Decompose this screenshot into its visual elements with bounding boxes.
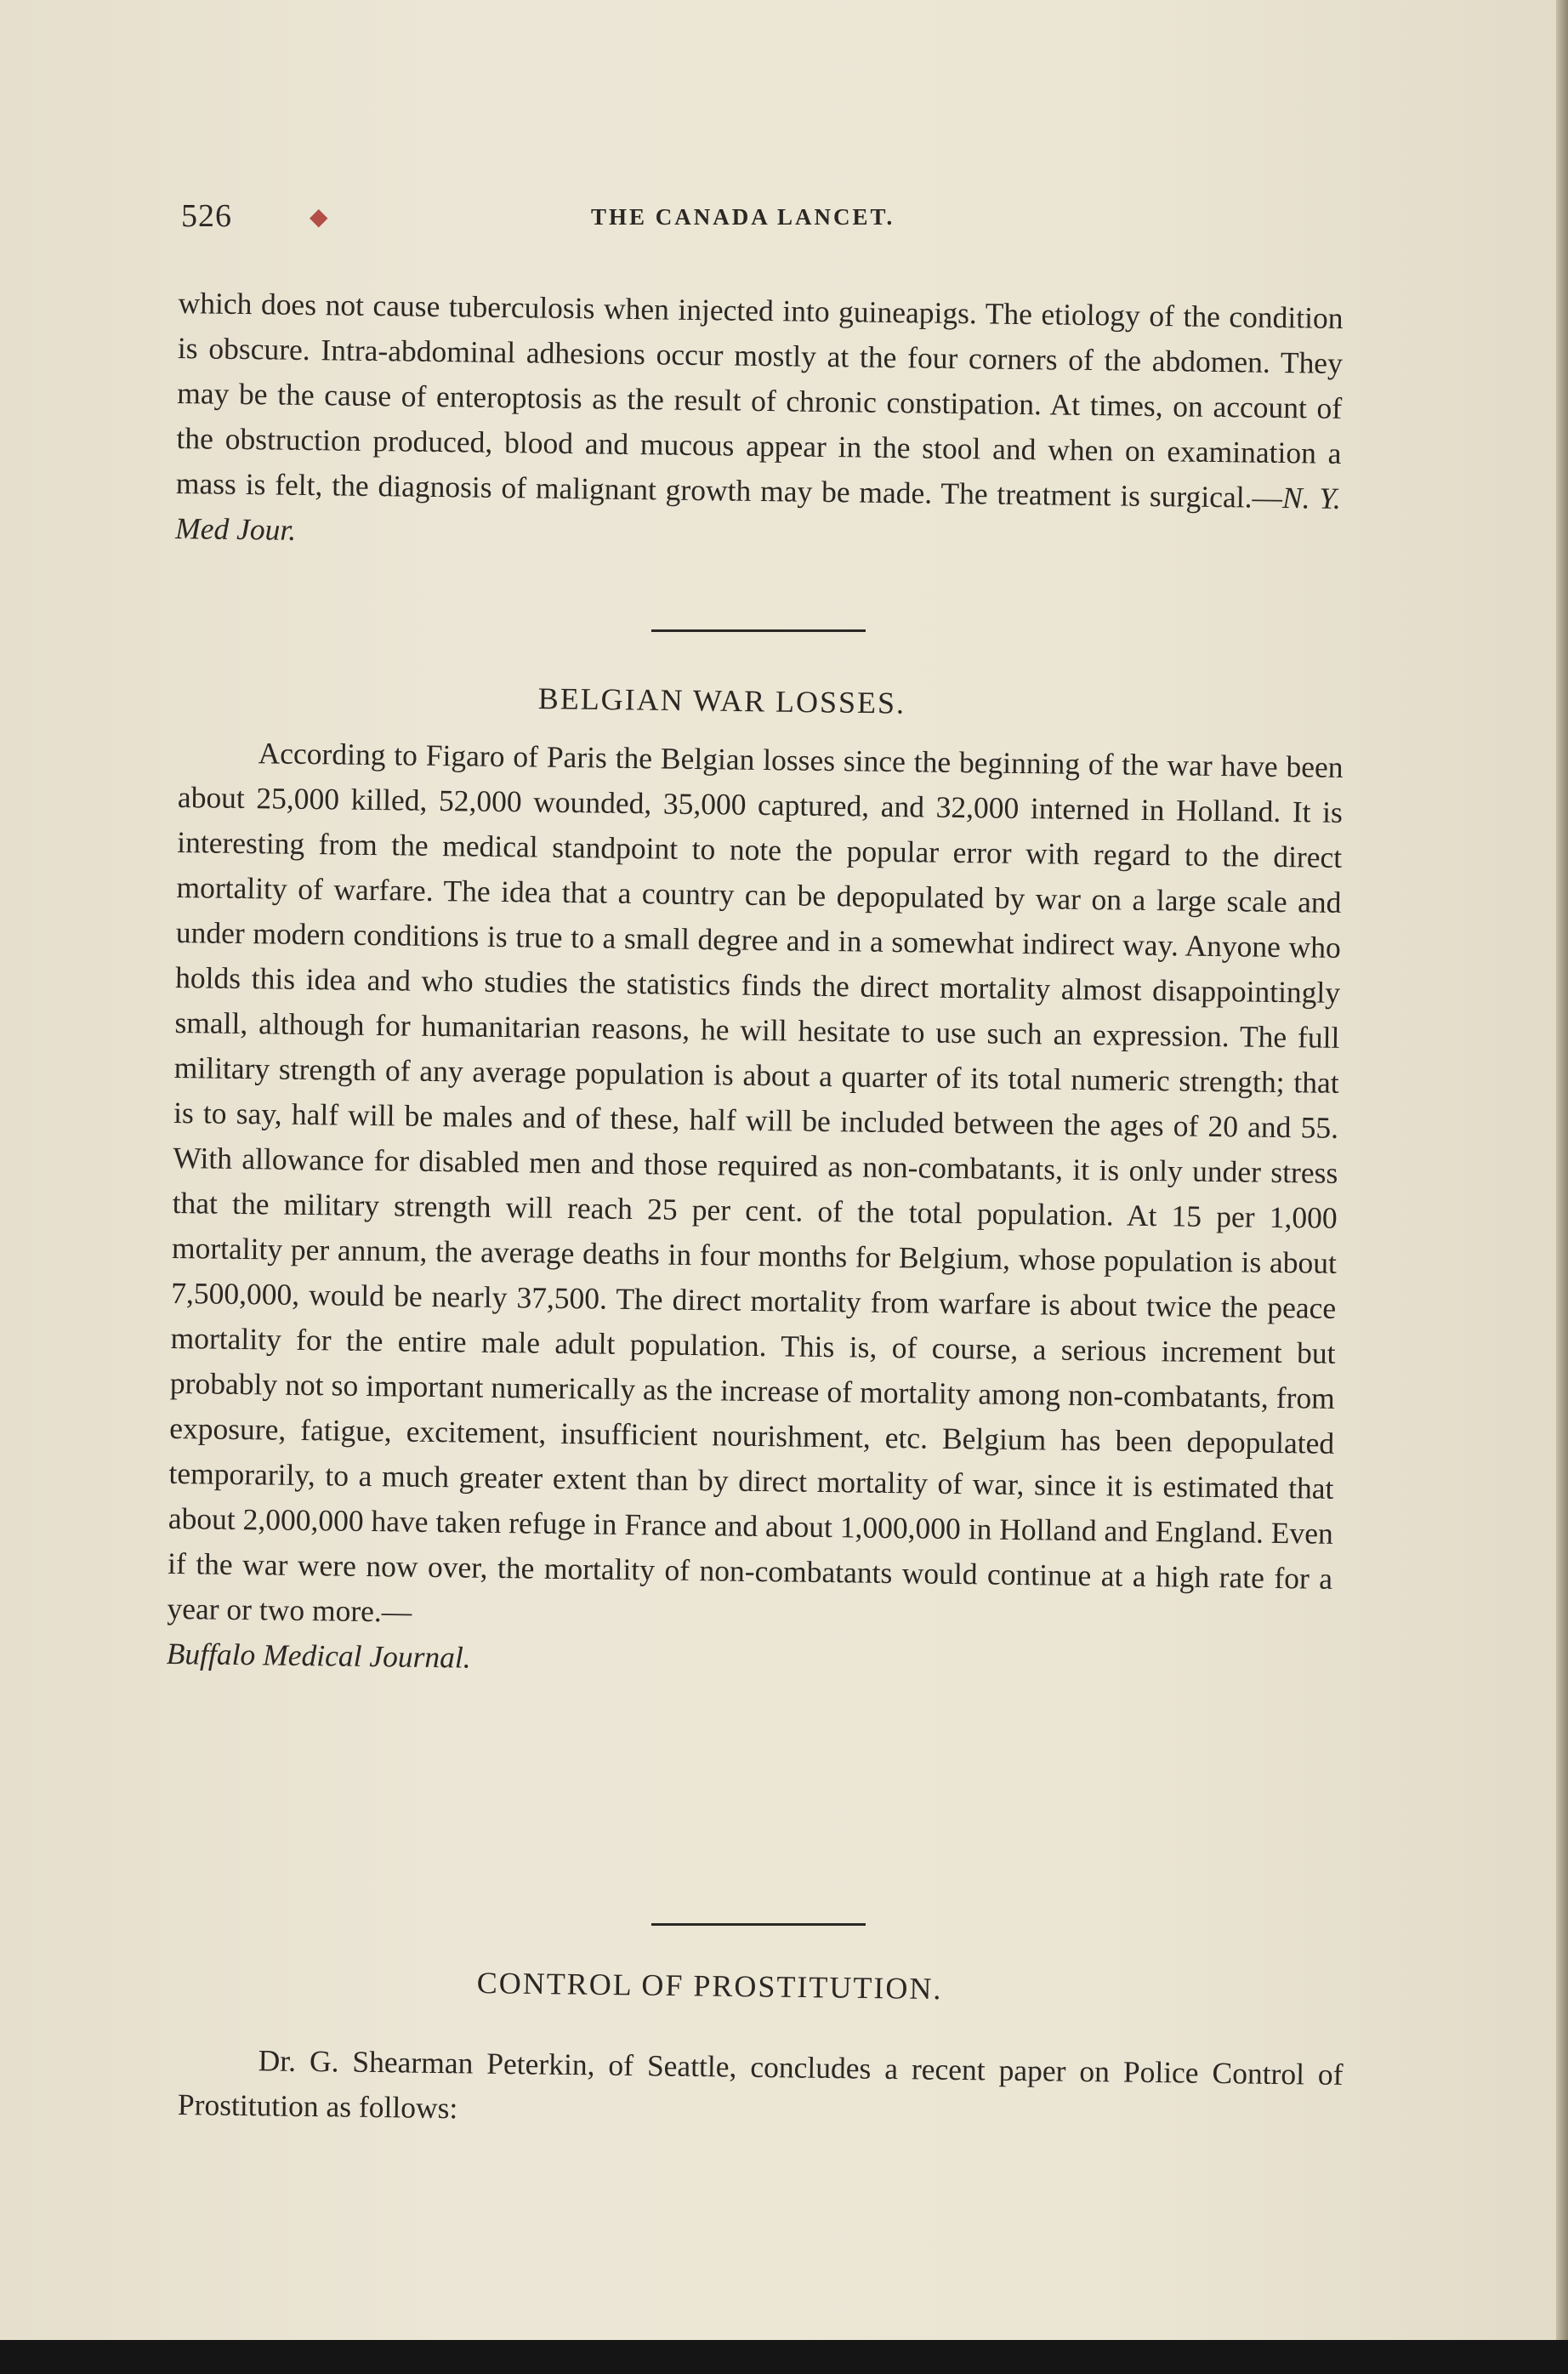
paragraph: [175, 281, 1344, 566]
section-divider: [651, 629, 866, 632]
ink-mark: ◆: [310, 204, 328, 231]
prostitution-control-article: [178, 2037, 1344, 2143]
paragraph-text: According to Figaro of Paris the Belgian losses since the beginning of the war have been about 25,000 killed, 52,000 wounded, 35,000 captured, and 32,000 interned in Holland. It is interesting from the medical standpoint to note the popular error with regard to the direct mortality of warfare. The idea that a country can be depopulated by war on a large scale and under modern conditions is true to a small degree and in a somewhat indirect way. Anyone who holds this idea and who studies the statistics finds the direct mortality almost disappointingly small, although for humanitarian reasons, he will hesitate to use such an expression. The full military strength of any average population is about a quarter of its total numeric strength; that is to say, half will be males and of these, half will be included between the ages of 20 and 55. With allowance for disabled men and those required as non-combatants, it is only under stress that the military strength will reach 25 per cent. of the total population. At 15 per 1,000 mortality per annum, the average deaths in four months for Belgium, whose population is about 7,500,000, would be nearly 37,500. The direct mortality from warfare is about twice the peace mortality for the entire male adult population. This is, of course, a serious increment but probably not so important numerically as the increase of mortality among non-combatants, from exposure, fatigue, excitement, insufficient nourishment, etc. Belgium has been depopulated temporarily, to a much greater extent than by direct mortality of war, since it is estimated that about 2,000,000 have taken refuge in France and about 1,000,000 in Holland and England. Even if the war were now over, the mortality of non-combatants would continue at a high rate for a year or two more.—: [167, 736, 1344, 1629]
paragraph-text: which does not cause tuberculosis when injected into guineapigs. The etiology of the condition is obscure. Intra-abdominal adhesions occur mostly at the four corners of the abdomen. They may be the cause of enteroptosis as the result of chronic constipation. At times, on account of the obstruction produced, blood and mucous appear in the stool and when on examination a mass is felt, the diagnosis of malignant growth may be made. The treatment is surgical.—: [175, 285, 1344, 515]
source-citation: N. Y. Med Jour.: [174, 481, 1342, 547]
scan-border: [0, 2340, 1568, 2374]
paragraph: [166, 730, 1343, 1692]
article-continuation: [175, 281, 1344, 566]
belgian-war-losses-article: [166, 730, 1343, 1692]
paragraph: Dr. G. Shearman Peterkin, of Seattle, concludes a recent paper on Police Control of Prostitution as follows:: [177, 2043, 1344, 2126]
page-edge: [1556, 0, 1568, 2374]
section-divider: [651, 1923, 866, 1926]
page-number: 526: [181, 198, 232, 234]
source-citation: Buffalo Medical Journal.: [166, 1636, 471, 1675]
running-head: THE CANADA LANCET.: [591, 204, 895, 230]
page-header: [181, 197, 1355, 248]
section-title: CONTROL OF PROSTITUTION.: [476, 1966, 943, 2007]
section-title: BELGIAN WAR LOSSES.: [537, 680, 906, 720]
